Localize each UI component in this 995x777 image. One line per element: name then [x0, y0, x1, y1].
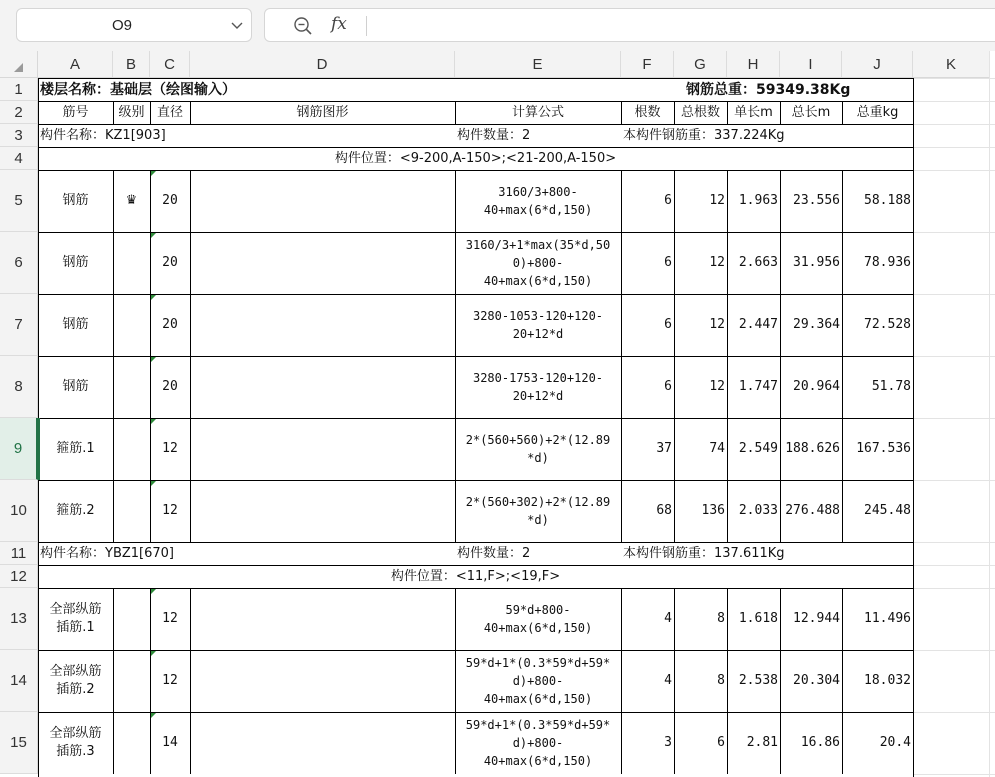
total-count-cell-text: 8 [717, 673, 725, 688]
count-cell[interactable] [621, 588, 674, 650]
gridline-h [913, 101, 995, 102]
component-weight-text: 本构件钢筋重：337.224Kg [623, 127, 785, 143]
comment-indicator-icon [151, 589, 156, 594]
gridline-h [913, 774, 995, 775]
total-length-cell[interactable] [780, 418, 842, 480]
header-cell-text: 总长m [791, 104, 831, 120]
total-count-cell-text: 12 [709, 317, 725, 332]
border-v [190, 170, 191, 542]
component-name[interactable] [38, 124, 455, 147]
total-weight-cell-text: 18.032 [864, 673, 911, 688]
total-count-cell[interactable] [674, 650, 727, 712]
name-box[interactable] [16, 8, 252, 42]
bar-number-cell[interactable] [38, 712, 113, 774]
unit-length-cell[interactable] [727, 232, 780, 294]
component-count[interactable] [455, 542, 621, 565]
bar-number-cell-text: 全部纵筋 插筋.1 [49, 602, 102, 635]
total-count-cell[interactable] [674, 588, 727, 650]
count-cell-text: 3 [664, 735, 672, 750]
count-cell-text: 6 [664, 379, 672, 394]
unit-length-cell-text: 2.81 [746, 735, 778, 750]
formula-cell-text: 3280-1053-120+120- 20+12*d [472, 309, 604, 341]
border-h [38, 588, 914, 589]
border-v [150, 170, 151, 542]
total-weight-cell[interactable] [842, 170, 913, 232]
selected-cell-outline [38, 418, 40, 480]
count-cell[interactable] [621, 650, 674, 712]
header-cell[interactable] [38, 101, 113, 124]
count-cell-text: 6 [664, 255, 672, 270]
header-cell[interactable] [621, 101, 674, 124]
header-cell[interactable] [780, 101, 842, 124]
gridline-h [913, 356, 995, 357]
formula-cell[interactable] [455, 232, 621, 294]
select-all-corner[interactable] [0, 51, 38, 78]
total-length-cell[interactable] [780, 480, 842, 542]
component-count-text: 构件数量：2 [457, 127, 531, 143]
diameter-cell[interactable] [150, 588, 190, 650]
row-header-8[interactable]: 8 [0, 356, 38, 418]
bar-number-cell[interactable] [38, 294, 113, 356]
total-weight[interactable] [684, 78, 912, 101]
total-count-cell[interactable] [674, 356, 727, 418]
unit-length-cell[interactable] [727, 588, 780, 650]
comment-indicator-icon [151, 295, 156, 300]
count-cell[interactable] [621, 170, 674, 232]
grade-symbol-cell[interactable] [113, 170, 150, 232]
border-v [150, 101, 151, 124]
formula-cell[interactable] [455, 294, 621, 356]
header-cell-text: 总根数 [680, 104, 720, 120]
total-weight-cell[interactable] [842, 418, 913, 480]
formula-cell-text: 2*(560+560)+2*(12.89 *d) [465, 433, 611, 465]
formula-cell[interactable] [455, 650, 621, 712]
border-h [38, 232, 914, 233]
comment-indicator-icon [151, 651, 156, 656]
bar-number-cell-text: 全部纵筋 插筋.2 [49, 664, 102, 697]
header-cell-text: 根数 [634, 104, 661, 120]
unit-length-cell-text: 2.033 [738, 503, 778, 518]
total-length-cell-text: 12.944 [793, 611, 840, 626]
total-weight-cell[interactable] [842, 650, 913, 712]
border-v [455, 170, 456, 542]
formula-cell-text: 59*d+800- 40+max(6*d,150) [483, 603, 593, 635]
count-cell[interactable] [621, 232, 674, 294]
formula-cell[interactable] [455, 170, 621, 232]
formula-cell-text: 2*(560+302)+2*(12.89 *d) [465, 495, 611, 527]
unit-length-cell[interactable] [727, 294, 780, 356]
gridline-h [913, 542, 995, 543]
unit-length-cell[interactable] [727, 170, 780, 232]
header-cell[interactable] [674, 101, 727, 124]
header-cell[interactable] [113, 101, 150, 124]
bar-number-cell[interactable] [38, 170, 113, 232]
border-v [113, 101, 114, 124]
column-header-g[interactable]: G [674, 51, 727, 78]
comment-indicator-icon [151, 713, 156, 718]
floor-name-title-text: 楼层名称：基础层（绘图输入） [40, 81, 236, 98]
component-count-text: 构件数量：2 [457, 545, 531, 561]
column-header-k[interactable]: K [913, 51, 990, 78]
row-header-5[interactable]: 5 [0, 170, 38, 232]
component-position[interactable] [38, 565, 913, 588]
total-length-cell-text: 20.304 [793, 673, 840, 688]
total-length-cell[interactable] [780, 356, 842, 418]
bar-number-cell-text: 钢筋 [62, 193, 89, 208]
total-count-cell[interactable] [674, 170, 727, 232]
bar-number-cell[interactable] [38, 232, 113, 294]
count-cell[interactable] [621, 712, 674, 774]
header-cell-text: 筋号 [62, 104, 89, 120]
bar-number-cell-text: 箍筋.2 [56, 503, 95, 518]
grade-symbol-cell-text: ♛ [125, 193, 138, 208]
diameter-cell[interactable] [150, 294, 190, 356]
header-cell-text: 直径 [156, 104, 183, 120]
border-h [38, 101, 914, 102]
row-header-14[interactable]: 14 [0, 650, 38, 712]
comment-indicator-icon [151, 481, 156, 486]
diameter-cell[interactable] [150, 712, 190, 774]
component-name-text: 构件名称：YBZ1[670] [40, 545, 174, 561]
gridline-h [913, 480, 995, 481]
total-weight-cell[interactable] [842, 356, 913, 418]
total-length-cell[interactable] [780, 650, 842, 712]
gridline-h [913, 232, 995, 233]
total-weight-cell-text: 11.496 [864, 611, 911, 626]
border-v [455, 588, 456, 774]
bar-number-cell[interactable] [38, 356, 113, 418]
border-h [38, 480, 914, 481]
formula-toolbar [0, 0, 995, 51]
total-weight-cell[interactable] [842, 480, 913, 542]
border-v [727, 101, 728, 124]
border-v [674, 588, 675, 774]
unit-length-cell-text: 1.747 [738, 379, 778, 394]
header-cell[interactable] [455, 101, 621, 124]
gridline-h [913, 294, 995, 295]
total-length-cell-text: 188.626 [785, 441, 840, 456]
row-header-9[interactable]: 9 [0, 418, 38, 480]
diameter-cell-text: 14 [162, 735, 178, 750]
diameter-cell-text: 20 [162, 255, 178, 270]
total-length-cell-text: 276.488 [785, 503, 840, 518]
border-v [780, 588, 781, 774]
border-h [38, 565, 914, 566]
total-weight-cell-text: 58.188 [864, 193, 911, 208]
total-weight-cell-text: 78.936 [864, 255, 911, 270]
border-right [913, 78, 914, 777]
component-weight[interactable] [621, 542, 913, 565]
border-h [38, 294, 914, 295]
border-v [150, 588, 151, 774]
formula-cell-text: 3160/3+800- 40+max(6*d,150) [483, 185, 593, 217]
floor-name-title[interactable] [38, 78, 455, 101]
component-name-text: 构件名称：KZ1[903] [40, 127, 166, 143]
total-count-cell-text: 12 [709, 193, 725, 208]
border-v [674, 170, 675, 542]
diameter-cell[interactable] [150, 650, 190, 712]
formula-cell-text: 59*d+1*(0.3*59*d+59* d)+800- 40+max(6*d,150) [465, 718, 611, 768]
row-header-13[interactable]: 13 [0, 588, 38, 650]
count-cell-text: 4 [664, 611, 672, 626]
component-position-text: 构件位置：<9-200,A-150>;<21-200,A-150> [334, 150, 617, 166]
border-v [780, 101, 781, 124]
border-top [38, 78, 914, 79]
header-cell[interactable] [842, 101, 913, 124]
total-length-cell[interactable] [780, 588, 842, 650]
border-v [621, 588, 622, 774]
zoom-out-icon[interactable] [293, 16, 313, 36]
bar-number-cell[interactable] [38, 650, 113, 712]
border-v [621, 170, 622, 542]
component-name[interactable] [38, 542, 455, 565]
total-length-cell[interactable] [780, 294, 842, 356]
diameter-cell[interactable] [150, 170, 190, 232]
bar-number-cell-text: 钢筋 [62, 317, 89, 332]
total-weight-cell-text: 51.78 [871, 379, 911, 394]
column-header-i[interactable]: I [780, 51, 842, 78]
component-weight[interactable] [621, 124, 913, 147]
border-h [38, 356, 914, 357]
formula-cell[interactable] [455, 418, 621, 480]
border-v [780, 170, 781, 542]
total-length-cell[interactable] [780, 232, 842, 294]
border-h [38, 418, 914, 419]
count-cell[interactable] [621, 294, 674, 356]
border-h [38, 124, 914, 125]
total-count-cell-text: 136 [701, 503, 725, 518]
formula-cell-text: 3160/3+1*max(35*d,50 0)+800- 40+max(6*d,150) [465, 238, 611, 288]
unit-length-cell[interactable] [727, 712, 780, 774]
component-position[interactable] [38, 147, 913, 170]
column-header-a[interactable]: A [38, 51, 113, 78]
count-cell[interactable] [621, 480, 674, 542]
unit-length-cell-text: 2.549 [738, 441, 778, 456]
diameter-cell[interactable] [150, 418, 190, 480]
name-box-value: O9 [111, 17, 132, 34]
unit-length-cell-text: 2.663 [738, 255, 778, 270]
total-length-cell-text: 23.556 [793, 193, 840, 208]
diameter-cell-text: 20 [162, 317, 178, 332]
total-weight-cell-text: 20.4 [879, 735, 911, 750]
bar-number-cell[interactable] [38, 480, 113, 542]
diameter-cell-text: 12 [162, 611, 178, 626]
border-v [842, 101, 843, 124]
border-v [113, 588, 114, 774]
border-v [674, 101, 675, 124]
border-h [38, 712, 914, 713]
border-h [38, 650, 914, 651]
total-count-cell-text: 6 [717, 735, 725, 750]
row-header-15[interactable]: 15 [0, 712, 38, 774]
header-cell-text: 单长m [734, 104, 773, 120]
total-weight-cell[interactable] [842, 294, 913, 356]
column-header-b[interactable]: B [113, 51, 150, 78]
formula-cell-text: 3280-1753-120+120- 20+12*d [472, 371, 604, 403]
component-weight-text: 本构件钢筋重：137.611Kg [623, 545, 785, 561]
border-v [842, 170, 843, 542]
comment-indicator-icon [151, 357, 156, 362]
count-cell-text: 68 [656, 503, 672, 518]
formula-cell[interactable] [455, 480, 621, 542]
row-header-10[interactable]: 10 [0, 480, 38, 542]
component-position-text: 构件位置：<11,F>;<19,F> [390, 568, 561, 584]
total-weight-cell-text: 245.48 [864, 503, 911, 518]
gridline-h [913, 124, 995, 125]
total-count-cell-text: 12 [709, 255, 725, 270]
formula-cell[interactable] [455, 712, 621, 774]
total-weight-cell-text: 72.528 [864, 317, 911, 332]
count-cell[interactable] [621, 356, 674, 418]
border-v [455, 101, 456, 124]
column-header-j[interactable]: J [842, 51, 913, 78]
border-v [190, 101, 191, 124]
formula-separator [366, 16, 367, 36]
diameter-cell-text: 20 [162, 193, 178, 208]
header-cell-text: 钢筋图形 [296, 104, 349, 120]
fx-icon[interactable]: fx [331, 14, 347, 34]
unit-length-cell-text: 1.963 [738, 193, 778, 208]
total-count-cell[interactable] [674, 480, 727, 542]
formula-bar[interactable] [264, 8, 995, 42]
formula-cell-text: 59*d+1*(0.3*59*d+59* d)+800- 40+max(6*d,150) [465, 656, 611, 706]
total-count-cell-text: 12 [709, 379, 725, 394]
diameter-cell-text: 12 [162, 441, 178, 456]
total-length-cell-text: 20.964 [793, 379, 840, 394]
bar-number-cell[interactable] [38, 588, 113, 650]
total-weight-cell[interactable] [842, 588, 913, 650]
border-v [727, 588, 728, 774]
total-count-cell[interactable] [674, 232, 727, 294]
total-count-cell[interactable] [674, 294, 727, 356]
corner-triangle-icon [14, 63, 23, 72]
row-header-6[interactable]: 6 [0, 232, 38, 294]
bar-number-cell-text: 全部纵筋 插筋.3 [49, 726, 102, 759]
diameter-cell[interactable] [150, 480, 190, 542]
unit-length-cell[interactable] [727, 418, 780, 480]
bar-number-cell-text: 钢筋 [62, 255, 89, 270]
comment-indicator-icon [151, 419, 156, 424]
row-header-7[interactable]: 7 [0, 294, 38, 356]
formula-cell[interactable] [455, 356, 621, 418]
unit-length-cell-text: 2.447 [738, 317, 778, 332]
bar-number-cell-text: 钢筋 [62, 379, 89, 394]
header-cell[interactable] [190, 101, 455, 124]
bar-number-cell-text: 箍筋.1 [56, 441, 95, 456]
total-length-cell-text: 29.364 [793, 317, 840, 332]
gridline-h [913, 78, 995, 79]
column-header-h[interactable]: H [727, 51, 780, 78]
border-h [38, 542, 914, 543]
border-h [38, 170, 914, 171]
total-length-cell-text: 31.956 [793, 255, 840, 270]
formula-cell[interactable] [455, 588, 621, 650]
total-count-cell[interactable] [674, 418, 727, 480]
component-count[interactable] [455, 124, 621, 147]
unit-length-cell-text: 2.538 [738, 673, 778, 688]
gridline-h [913, 170, 995, 171]
count-cell-text: 6 [664, 317, 672, 332]
border-v [113, 170, 114, 542]
border-h [38, 147, 914, 148]
count-cell[interactable] [621, 418, 674, 480]
total-length-cell[interactable] [780, 170, 842, 232]
column-header-c[interactable]: C [150, 51, 190, 78]
column-header-f[interactable]: F [621, 51, 674, 78]
row-header-12[interactable]: 12 [0, 565, 38, 588]
count-cell-text: 4 [664, 673, 672, 688]
unit-length-cell[interactable] [727, 650, 780, 712]
gridline-h [913, 418, 995, 419]
count-cell-text: 37 [656, 441, 672, 456]
comment-indicator-icon [151, 171, 156, 176]
comment-indicator-icon [151, 233, 156, 238]
diameter-cell-text: 20 [162, 379, 178, 394]
total-count-cell-text: 8 [717, 611, 725, 626]
unit-length-cell[interactable] [727, 480, 780, 542]
border-v [621, 101, 622, 124]
total-count-cell-text: 74 [709, 441, 725, 456]
row-header-4[interactable]: 4 [0, 147, 38, 170]
gridline-h [913, 650, 995, 651]
row-header-11[interactable]: 11 [0, 542, 38, 565]
header-cell-text: 计算公式 [511, 104, 564, 120]
total-length-cell-text: 16.86 [800, 735, 840, 750]
unit-length-cell[interactable] [727, 356, 780, 418]
diameter-cell[interactable] [150, 356, 190, 418]
header-cell-text: 级别 [118, 104, 145, 120]
total-weight-cell[interactable] [842, 712, 913, 774]
border-v [727, 170, 728, 542]
total-weight-cell-text: 167.536 [856, 441, 911, 456]
spreadsheet-grid[interactable] [0, 51, 995, 777]
row-header-2[interactable]: 2 [0, 101, 38, 124]
bar-number-cell[interactable] [38, 418, 113, 480]
total-count-cell[interactable] [674, 712, 727, 774]
total-weight-text: 钢筋总重：59349.38Kg [686, 81, 851, 98]
border-v [842, 588, 843, 774]
header-cell[interactable] [727, 101, 780, 124]
gridline-h [913, 147, 995, 148]
border-v [190, 588, 191, 774]
diameter-cell-text: 12 [162, 503, 178, 518]
chevron-down-icon[interactable] [229, 16, 245, 34]
count-cell-text: 6 [664, 193, 672, 208]
gridline-h [913, 565, 995, 566]
unit-length-cell-text: 1.618 [738, 611, 778, 626]
row-header-1[interactable]: 1 [0, 78, 38, 101]
row-header-3[interactable]: 3 [0, 124, 38, 147]
column-header-e[interactable]: E [455, 51, 621, 78]
column-header-d[interactable]: D [190, 51, 455, 78]
total-weight-cell[interactable] [842, 232, 913, 294]
diameter-cell[interactable] [150, 232, 190, 294]
header-cell[interactable] [150, 101, 190, 124]
gridline-h [913, 712, 995, 713]
header-cell-text: 总重kg [856, 104, 899, 120]
gridline-v [989, 51, 990, 777]
diameter-cell-text: 12 [162, 673, 178, 688]
gridline-h [913, 588, 995, 589]
total-length-cell[interactable] [780, 712, 842, 774]
